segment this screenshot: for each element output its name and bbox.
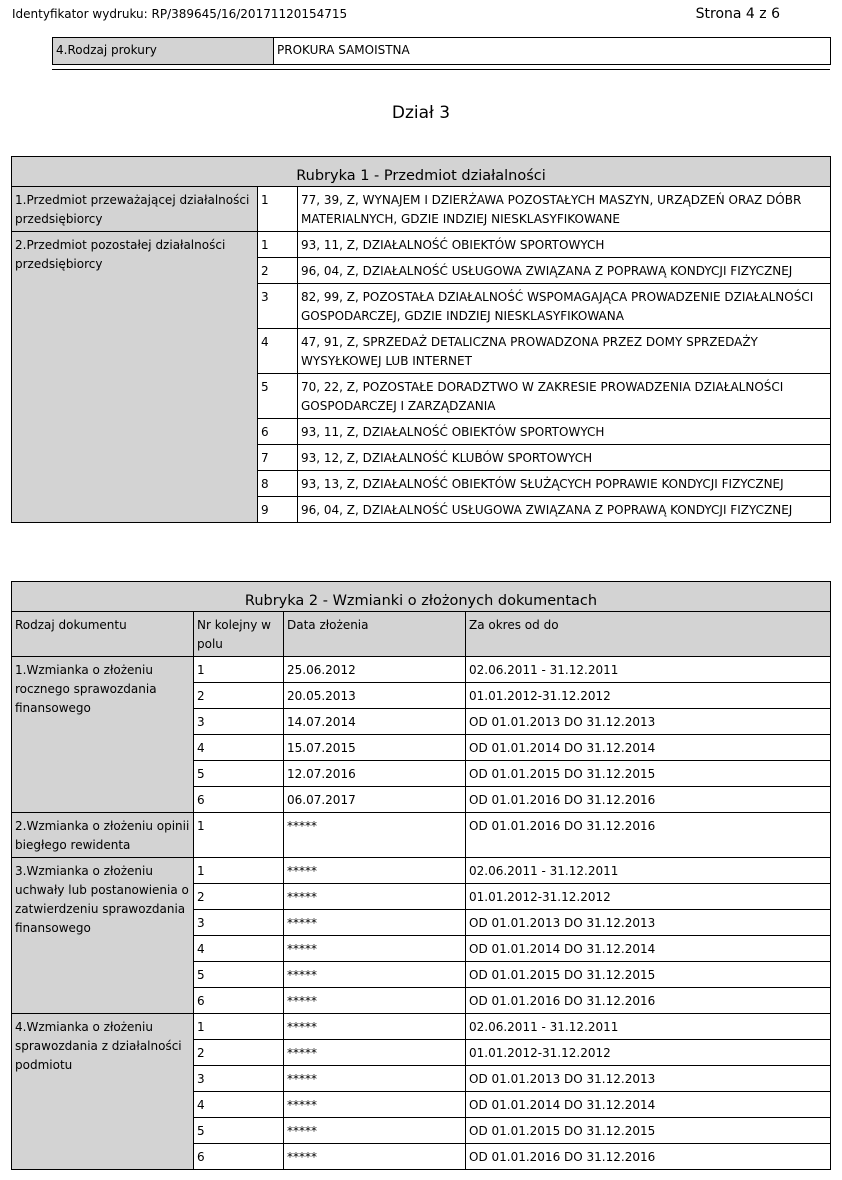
row-number: 3	[194, 709, 284, 735]
filing-date: *****	[284, 988, 466, 1014]
filing-date: *****	[284, 1144, 466, 1170]
row-number: 4	[194, 735, 284, 761]
filing-date: *****	[284, 1040, 466, 1066]
period: OD 01.01.2016 DO 31.12.2016	[466, 1144, 831, 1170]
filing-date: 14.07.2014	[284, 709, 466, 735]
filing-date: *****	[284, 1092, 466, 1118]
row-number: 5	[258, 374, 298, 419]
filing-date: *****	[284, 813, 466, 858]
page-number: Strona 4 z 6	[695, 6, 780, 22]
period: OD 01.01.2014 DO 31.12.2014	[466, 936, 831, 962]
filing-date: *****	[284, 1066, 466, 1092]
row-number: 1	[194, 657, 284, 683]
divider	[52, 69, 830, 70]
activity-text: 47, 91, Z, SPRZEDAŻ DETALICZNA PROWADZONA PRZEZ DOMY SPRZEDAŻY WYSYŁKOWEJ LUB INTERNET	[298, 329, 831, 374]
row-number: 3	[194, 1066, 284, 1092]
prokura-value: PROKURA SAMOISTNA	[274, 38, 831, 65]
period: OD 01.01.2016 DO 31.12.2016	[466, 988, 831, 1014]
period: 01.01.2012-31.12.2012	[466, 683, 831, 709]
activity-text: 93, 12, Z, DZIAŁALNOŚĆ KLUBÓW SPORTOWYCH	[298, 445, 831, 471]
group-label: 2.Przedmiot pozostałej działalności przedsiębiorcy	[12, 232, 258, 523]
period: 02.06.2011 - 31.12.2011	[466, 657, 831, 683]
column-header: Nr kolejny w polu	[194, 612, 284, 657]
row-number: 1	[194, 1014, 284, 1040]
row-number: 8	[258, 471, 298, 497]
row-number: 5	[194, 962, 284, 988]
row-number: 4	[194, 936, 284, 962]
activity-text: 70, 22, Z, POZOSTAŁE DORADZTWO W ZAKRESIE PROWADZENIA DZIAŁALNOŚCI GOSPODARCZEJ I ZARZĄDZANIA	[298, 374, 831, 419]
period: OD 01.01.2013 DO 31.12.2013	[466, 1066, 831, 1092]
table-row	[12, 813, 831, 858]
column-header: Rodzaj dokumentu	[12, 612, 194, 657]
period: 02.06.2011 - 31.12.2011	[466, 858, 831, 884]
row-number: 7	[258, 445, 298, 471]
table-row	[12, 657, 831, 683]
table-row	[53, 38, 831, 65]
filing-date: *****	[284, 1118, 466, 1144]
row-number: 2	[194, 884, 284, 910]
row-number: 6	[194, 787, 284, 813]
activity-text: 93, 11, Z, DZIAŁALNOŚĆ OBIEKTÓW SPORTOWYCH	[298, 419, 831, 445]
row-number: 6	[258, 419, 298, 445]
rubryka-1-table	[11, 156, 831, 523]
table-row	[12, 612, 831, 657]
rubryka-2-table	[11, 581, 831, 1170]
period: OD 01.01.2015 DO 31.12.2015	[466, 962, 831, 988]
period: 01.01.2012-31.12.2012	[466, 884, 831, 910]
filing-date: 20.05.2013	[284, 683, 466, 709]
filing-date: 25.06.2012	[284, 657, 466, 683]
filing-date: *****	[284, 1014, 466, 1040]
table-row	[12, 157, 831, 187]
table-row	[12, 1014, 831, 1040]
period: 02.06.2011 - 31.12.2011	[466, 1014, 831, 1040]
row-number: 1	[258, 187, 298, 232]
row-number: 4	[258, 329, 298, 374]
group-label: 3.Wzmianka o złożeniu uchwały lub postanowienia o zatwierdzeniu sprawozdania finansowego	[12, 858, 194, 1014]
row-number: 1	[194, 858, 284, 884]
activity-text: 93, 11, Z, DZIAŁALNOŚĆ OBIEKTÓW SPORTOWYCH	[298, 232, 831, 258]
column-header: Data złożenia	[284, 612, 466, 657]
row-number: 2	[258, 258, 298, 284]
row-number: 1	[194, 813, 284, 858]
filing-date: *****	[284, 884, 466, 910]
activity-text: 93, 13, Z, DZIAŁALNOŚĆ OBIEKTÓW SŁUŻĄCYCH POPRAWIE KONDYCJI FIZYCZNEJ	[298, 471, 831, 497]
print-identifier: Identyfikator wydruku: RP/389645/16/20171120154715	[12, 7, 348, 21]
period: OD 01.01.2015 DO 31.12.2015	[466, 761, 831, 787]
row-number: 6	[194, 1144, 284, 1170]
row-number: 1	[258, 232, 298, 258]
table-row	[12, 582, 831, 612]
row-number: 3	[258, 284, 298, 329]
row-number: 4	[194, 1092, 284, 1118]
row-number: 2	[194, 683, 284, 709]
filing-date: 15.07.2015	[284, 735, 466, 761]
period: OD 01.01.2015 DO 31.12.2015	[466, 1118, 831, 1144]
group-label: 1.Wzmianka o złożeniu rocznego sprawozdania finansowego	[12, 657, 194, 813]
prokura-table	[52, 37, 831, 65]
row-number: 3	[194, 910, 284, 936]
group-label: 4.Wzmianka o złożeniu sprawozdania z działalności podmiotu	[12, 1014, 194, 1170]
group-label: 2.Wzmianka o złożeniu opinii biegłego rewidenta	[12, 813, 194, 858]
rubryka-2-title: Rubryka 2 - Wzmianki o złożonych dokumentach	[12, 582, 831, 612]
prokura-label: 4.Rodzaj prokury	[53, 38, 274, 65]
filing-date: *****	[284, 936, 466, 962]
period: OD 01.01.2013 DO 31.12.2013	[466, 709, 831, 735]
period: OD 01.01.2013 DO 31.12.2013	[466, 910, 831, 936]
filing-date: 06.07.2017	[284, 787, 466, 813]
period: OD 01.01.2016 DO 31.12.2016	[466, 813, 831, 858]
table-row	[12, 858, 831, 884]
filing-date: 12.07.2016	[284, 761, 466, 787]
row-number: 6	[194, 988, 284, 1014]
row-number: 5	[194, 761, 284, 787]
filing-date: *****	[284, 858, 466, 884]
activity-text: 77, 39, Z, WYNAJEM I DZIERŻAWA POZOSTAŁYCH MASZYN, URZĄDZEŃ ORAZ DÓBR MATERIALNYCH, GDZIE INDZIEJ NIESKLASYFIKOWANE	[298, 187, 831, 232]
table-row	[12, 187, 831, 232]
filing-date: *****	[284, 910, 466, 936]
filing-date: *****	[284, 962, 466, 988]
activity-text: 82, 99, Z, POZOSTAŁA DZIAŁALNOŚĆ WSPOMAGAJĄCA PROWADZENIE DZIAŁALNOŚCI GOSPODARCZEJ, GDZIE INDZIEJ NIESKLASYFIKOWANA	[298, 284, 831, 329]
group-label: 1.Przedmiot przeważającej działalności przedsiębiorcy	[12, 187, 258, 232]
section-title: Dział 3	[391, 103, 451, 123]
period: OD 01.01.2014 DO 31.12.2014	[466, 1092, 831, 1118]
row-number: 2	[194, 1040, 284, 1066]
rubryka-1-title: Rubryka 1 - Przedmiot działalności	[12, 157, 831, 187]
row-number: 9	[258, 497, 298, 523]
period: OD 01.01.2016 DO 31.12.2016	[466, 787, 831, 813]
column-header: Za okres od do	[466, 612, 831, 657]
period: OD 01.01.2014 DO 31.12.2014	[466, 735, 831, 761]
table-row	[12, 232, 831, 258]
activity-text: 96, 04, Z, DZIAŁALNOŚĆ USŁUGOWA ZWIĄZANA Z POPRAWĄ KONDYCJI FIZYCZNEJ	[298, 258, 831, 284]
period: 01.01.2012-31.12.2012	[466, 1040, 831, 1066]
row-number: 5	[194, 1118, 284, 1144]
activity-text: 96, 04, Z, DZIAŁALNOŚĆ USŁUGOWA ZWIĄZANA Z POPRAWĄ KONDYCJI FIZYCZNEJ	[298, 497, 831, 523]
